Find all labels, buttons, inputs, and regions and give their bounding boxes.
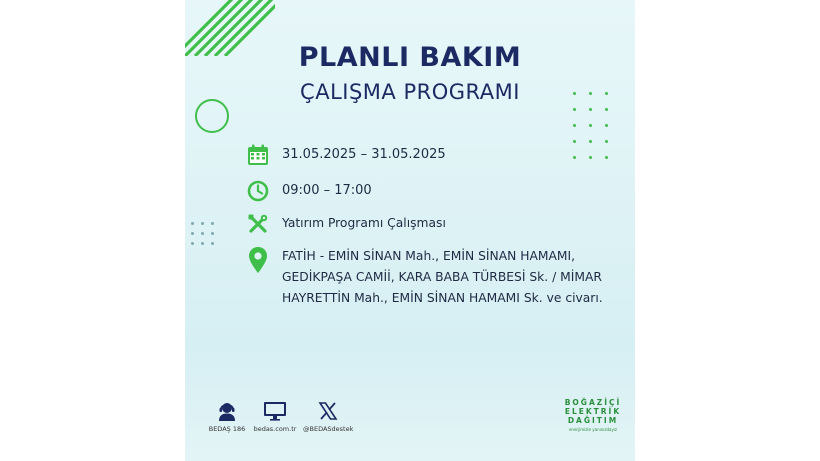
page-title: PLANLI BAKIM: [298, 42, 522, 73]
decorative-dot: [605, 108, 608, 111]
work-type: Yatırım Programı Çalışması: [282, 216, 446, 230]
decorative-dot: [589, 140, 592, 143]
decorative-dot: [605, 156, 608, 159]
decorative-dot: [211, 232, 214, 235]
operator-icon: [216, 406, 238, 425]
decorative-dot: [573, 156, 576, 159]
brand-line-2: ELEKTRİK: [564, 407, 622, 416]
decorative-dot: [589, 124, 592, 127]
map-pin-icon: [247, 246, 269, 278]
brand-slogan: enerjimizle yanınızdayız: [568, 427, 618, 432]
decorative-dot: [211, 242, 214, 245]
social-label: @BEDASdestek: [303, 425, 354, 433]
decorative-ring: [195, 99, 229, 133]
decorative-dot: [201, 222, 204, 225]
decorative-dot: [605, 124, 608, 127]
footer-web: [253, 401, 297, 433]
decorative-dot: [573, 140, 576, 143]
date-range: 31.05.2025 – 31.05.2025: [282, 147, 446, 162]
clock-icon: [247, 180, 269, 206]
brand-line-3: DAĞITIM: [567, 416, 619, 425]
footer-phone: [207, 401, 247, 433]
monitor-icon: [263, 406, 287, 425]
location-text: FATİH - EMİN SİNAN Mah., EMİN SİNAN HAMAMI, GEDİKPAŞA CAMİİ, KARA BABA TÜRBESİ Sk. / MİMAR HAYRETTİN Mah., EMİN SİNAN HAMAMI Sk. ve civarı.: [282, 249, 603, 305]
decorative-dot: [573, 108, 576, 111]
decorative-dot: [191, 242, 194, 245]
decorative-dot: [573, 124, 576, 127]
maintenance-card: [185, 0, 635, 461]
x-logo-icon: [318, 406, 338, 425]
decorative-dot: [589, 108, 592, 111]
brand-line-1: BOĞAZİÇİ: [564, 398, 622, 407]
phone-label: BEDAŞ 186: [208, 425, 246, 433]
time-range: 09:00 – 17:00: [282, 183, 372, 198]
decorative-dot: [605, 140, 608, 143]
brand-logo: [561, 398, 625, 434]
footer-social: [303, 401, 353, 433]
decorative-dot: [191, 222, 194, 225]
web-label: bedas.com.tr: [253, 425, 297, 433]
decorative-dot: [211, 222, 214, 225]
decorative-dot: [191, 232, 194, 235]
decorative-dot: [201, 242, 204, 245]
decorative-dot: [201, 232, 204, 235]
tools-icon: [247, 213, 269, 239]
calendar-icon: [247, 144, 269, 170]
decorative-dot: [589, 156, 592, 159]
page-subtitle: ÇALIŞMA PROGRAMI: [300, 80, 520, 104]
